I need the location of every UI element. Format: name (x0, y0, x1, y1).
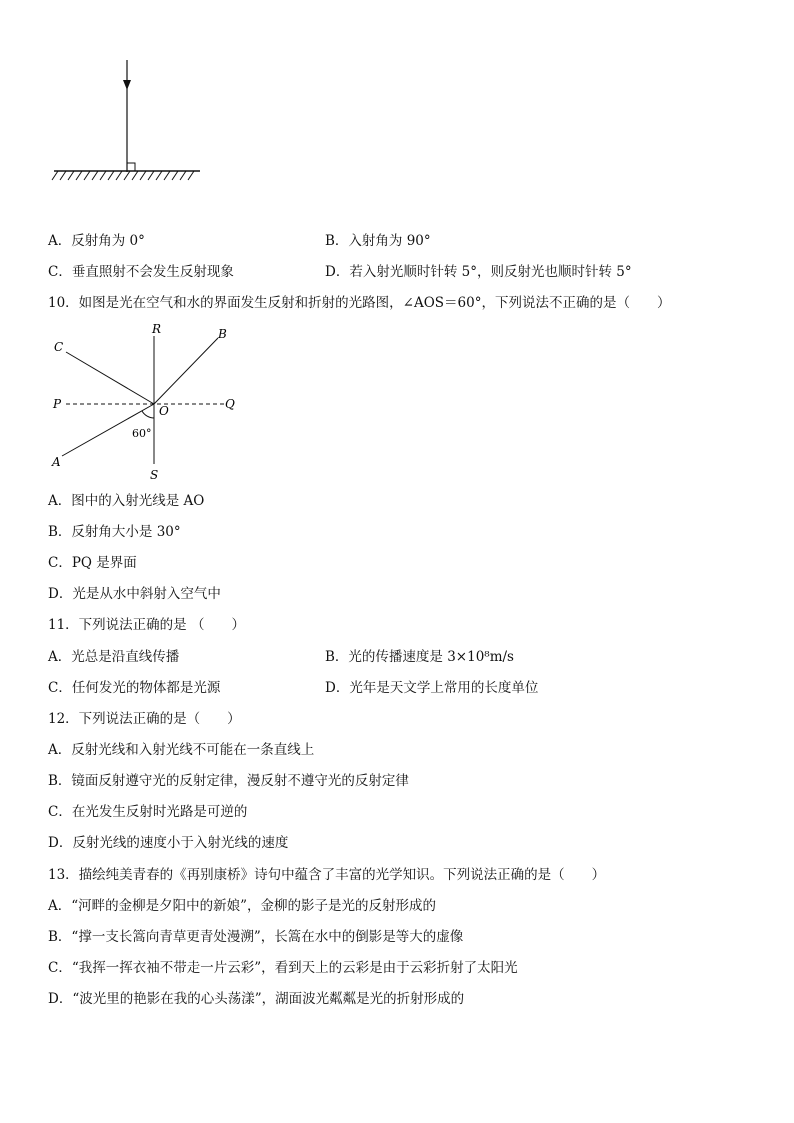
q13-option-b: B．“撑一支长篙向青草更青处漫溯”，长篙在水中的倒影是等大的虚像 (48, 929, 464, 945)
q12-option-c: C．在光发生反射时光路是可逆的 (48, 804, 248, 820)
label-b: B (218, 327, 227, 341)
light-path-diagram (48, 322, 248, 482)
q10-option-c: C．PQ 是界面 (48, 555, 137, 571)
label-q: Q (225, 397, 235, 411)
q12-option-a: A．反射光线和入射光线不可能在一条直线上 (48, 742, 315, 758)
q9-option-c: C．垂直照射不会发生反射现象 (48, 264, 234, 280)
label-s: S (150, 468, 159, 482)
q13-option-a: A．“河畔的金柳是夕阳中的新娘”，金柳的影子是光的反射形成的 (48, 898, 437, 914)
q9-option-b: B．入射角为 90° (325, 233, 431, 249)
q9-option-a: A．反射角为 0° (48, 233, 145, 249)
q10-stem: 10．如图是光在空气和水的界面发生反射和折射的光路图，∠AOS＝60°，下列说法不正确的是（ ） (48, 295, 671, 311)
q10-option-b: B．反射角大小是 30° (48, 524, 181, 540)
q11-option-c: C．任何发光的物体都是光源 (48, 680, 221, 696)
label-c: C (54, 340, 64, 354)
q12-stem: 12．下列说法正确的是（ ） (48, 711, 241, 727)
q11-stem: 11．下列说法正确的是 （ ） (48, 617, 245, 633)
q10-option-d: D．光是从水中斜射入空气中 (48, 586, 221, 602)
q11-option-d: D．光年是天文学上常用的长度单位 (325, 680, 539, 696)
label-p: P (53, 397, 62, 411)
q10-option-a: A．图中的入射光线是 AO (48, 493, 205, 509)
label-r: R (152, 322, 162, 336)
q11-option-a: A．光总是沿直线传播 (48, 649, 180, 665)
q13-option-c: C．“我挥一挥衣袖不带走一片云彩”，看到天上的云彩是由于云彩折射了太阳光 (48, 960, 518, 976)
q11-option-b: B．光的传播速度是 3×10⁸m/s (325, 649, 514, 665)
label-angle: 60° (132, 427, 152, 440)
label-a: A (52, 455, 61, 469)
mirror-diagram (48, 56, 208, 106)
q13-stem: 13．描绘纯美青春的《再别康桥》诗句中蕴含了丰富的光学知识。下列说法正确的是（ ） (48, 867, 606, 883)
q13-option-d: D．“波光里的艳影在我的心头荡漾”，湖面波光粼粼是光的折射形成的 (48, 991, 465, 1007)
q12-option-d: D．反射光线的速度小于入射光线的速度 (48, 835, 289, 851)
label-o: O (159, 404, 169, 418)
q12-option-b: B．镜面反射遵守光的反射定律，漫反射不遵守光的反射定律 (48, 773, 409, 789)
q9-option-d: D．若入射光顺时针转 5°，则反射光也顺时针转 5° (325, 264, 632, 280)
